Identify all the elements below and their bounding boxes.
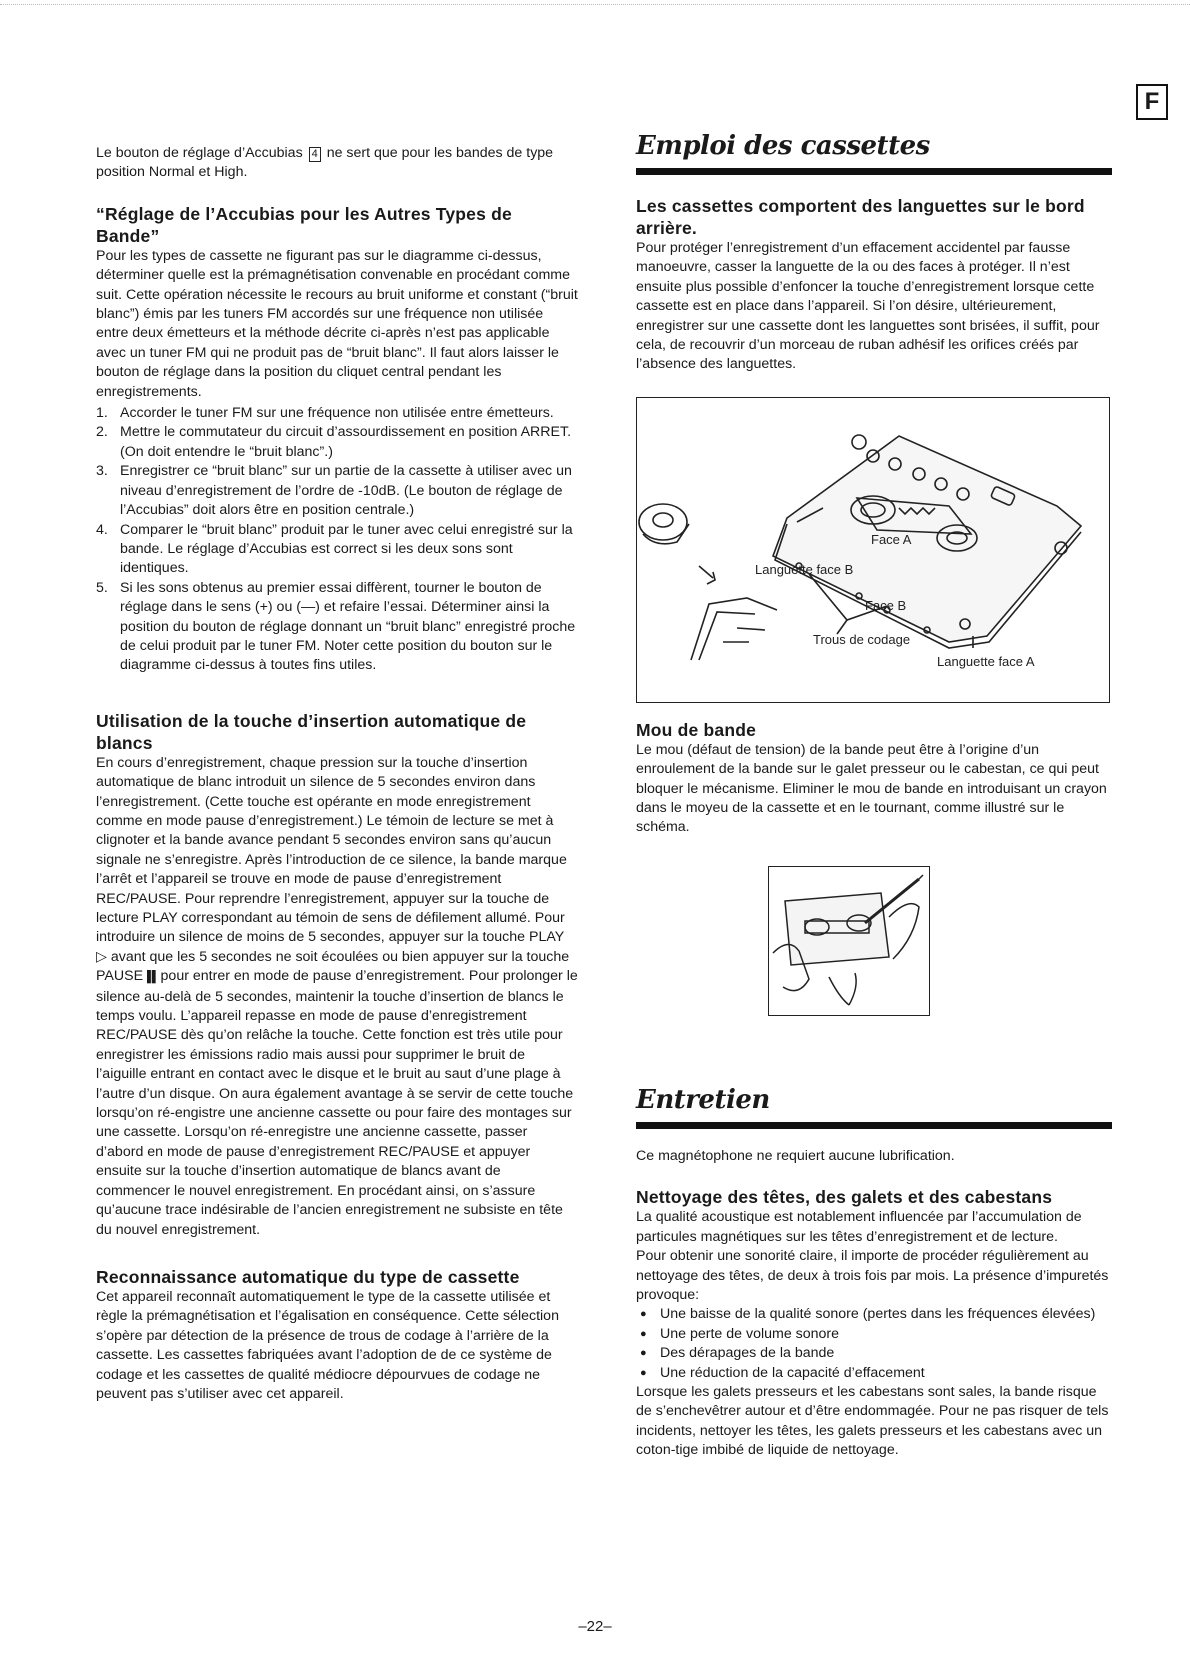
accubias-intro: Le bouton de réglage d’Accubias 4 ne sert que pour les bandes de type position Normal et High.: [96, 145, 554, 181]
language-badge: F: [1136, 84, 1168, 120]
section-rule: [636, 168, 1112, 175]
blank-insert-text: En cours d’enregistrement, chaque pression sur la touche d’insertion automatique de blanc introduit un silence de 5 secondes environ dans l’enregistrement. (Cette touche est opérante en mode enregistrement comme en mode pause d’enregistrement.) Le témoin de lecture se met à clignoter et la bande avance pendant 5 secondes environ sans qu’aucun signale ne s’enregistre. Après l’introduction de ce silence, la bande marque l’arrêt et l’appareil se trouve en mode de pause d’enregistrement REC/PAUSE. Pour reprendre l’enregistrement, appuyer sur la touche de lecture PLAY correspondant au témoin de sens de défilement allumé. Pour introduire un silence de moins de 5 secondes, appuyer sur la touche PLAY ▷ avant que les 5 secondes ne soit écoulées ou bien appuyer sur la touche PAUSE ▌▌ pour entrer en mode de pause d’enregistrement. Pour prolonger le silence au-delà de 5 secondes, maintenir la touche d’insertion de blancs le temps voulu. L’appareil repasse en mode de pause d’enregistrement REC/PAUSE dès qu’on relâche la touche. Cette fonction est très utile pour enregistrer les émissions radio mais aussi pour supprimer le bruit de l’aiguille entrant en contact avec le disque et le bruit au saut d’une plage à l’autre d’un disque. On aura également avantage à se servir de cette touche lorsqu’on ré-engistre une ancienne cassette ou pour faire des montages sur une cassette. Lorsqu’on ré-enregistre une ancienne cassette, passer d’abord en mode de pause d’enregistrement REC/PAUSE et appuyer ensuite sur la touche d’insertion automatique de blancs avant de commencer le nouvel enregistrement. En procédant ainsi, on s’assure qu’aucune trace indésirable de l’ancien enregistrement ne subsiste en tête du nouvel enregistrement.: [96, 754, 578, 1238]
accubias-heading: “Réglage de l’Accubias pour les Autres Types de Bande”: [96, 203, 512, 246]
label-languette-a: Languette face A: [937, 653, 1035, 669]
accubias-text: Pour les types de cassette ne figurant pas sur le diagramme ci-dessus, déterminer quelle est la prémagnétisation convenable en procédant comme suit. Cette opération nécessite le recours au bruit uniforme et constant (“bruit blanc”) émis par les tuners FM accordés sur une fréquence non utilisée entre deux émetteurs et la méthode décrite ci-après n’est pas applicable avec un tuner FM qui ne produit pas de “bruit blanc”. Il faut alors laisser le bouton de réglage dans la position du cliquet central pendant les enregistrements.: [96, 247, 578, 400]
languettes-heading: Les cassettes comportent des languettes sur le bord arrière.: [636, 196, 1085, 238]
left-column: [96, 144, 578, 1404]
mou-text: Le mou (défaut de tension) de la bande peut être à l’origine d’un enroulement de la bande sur le galet presseur ou le cabestan, ce qui peut bloquer le mécanisme. Eliminer le mou de bande en introduisant un crayon dans le moyeu de la cassette et en le tournant, comme illustré sur le schéma.: [636, 741, 1107, 836]
section-rule: [636, 1122, 1112, 1129]
pencil-figure: [768, 866, 930, 1016]
right-column: [636, 130, 1112, 1461]
label-face-a: Face A: [871, 531, 912, 547]
step-item: 3. Enregistrer ce “bruit blanc” sur un partie de la cassette à utiliser avec un niveau d’enregistrement de l’ordre de -10dB. (Le bouton de réglage de l’Accubias” doit alors être en position centrale.): [96, 463, 572, 519]
auto-type-heading: Reconnaissance automatique du type de cassette: [96, 1266, 520, 1287]
list-item: ● Des dérapages de la bande: [636, 1344, 1112, 1363]
cassette-tab-figure: [636, 397, 1110, 703]
cassette-diagram: [637, 398, 1109, 702]
nettoyage-text-c: Lorsque les galets presseurs et les cabestans sont sales, la bande risque de s’enchevêtrer autour et d’être endommagée. Pour ne pas risquer de tels incidents, nettoyer les têtes, les galets presseurs et les cabestans avec un coton-tige imbibé de liquide de nettoyage.: [636, 1383, 1109, 1459]
auto-type-text: Cet appareil reconnaît automatiquement le type de la cassette utilisée et règle la prémagnétisation et l’égalisation en conséquence. Cette sélection s’opère par détection de la présence de trous de codage à l’arrière de la cassette. Les cassettes fabriquées avant l’adoption de de ce système de codage et les cassettes de qualité médiocre dépourvues de codage ne peuvent pas s’utiliser avec cet appareil.: [96, 1288, 559, 1402]
emploi-title: Emploi des cassettes: [636, 131, 930, 161]
blank-insert-heading: Utilisation de la touche d’insertion automatique de blancs: [96, 710, 527, 753]
scan-edge-dots: [0, 4, 1190, 7]
pause-symbol: ▌▌: [147, 971, 157, 984]
impurities-list: [636, 1305, 1112, 1383]
step-item: 1. Accorder le tuner FM sur une fréquence non utilisée entre émetteurs.: [96, 405, 554, 422]
step-item: 4. Comparer le “bruit blanc” produit par le tuner avec celui enregistré sur la bande. Le réglage d’Accubias est correct si les deux sons sont identiques.: [96, 521, 573, 577]
nettoyage-heading: Nettoyage des têtes, des galets et des cabestans: [636, 1187, 1053, 1208]
list-item: ● Une baisse de la qualité sonore (pertes dans les fréquences élevées): [636, 1305, 1112, 1324]
label-face-b: Face B: [865, 597, 907, 613]
mou-heading: Mou de bande: [636, 719, 757, 740]
page-number: –22–: [578, 1618, 612, 1635]
step-item: 2. Mettre le commutateur du circuit d’assourdissement en position ARRET. (On doit entendre le “bruit blanc”.): [96, 424, 572, 460]
nettoyage-text-b: Pour obtenir une sonorité claire, il importe de procéder régulièrement au nettoyage des têtes, de deux à trois fois par mois. La présence d’impuretés provoque:: [636, 1248, 1109, 1303]
control-number-box: 4: [309, 147, 321, 162]
label-languette-b: Languette face B: [755, 561, 854, 577]
languettes-text: Pour protéger l’enregistrement d’un effacement accidentel par fausse manoeuvre, casser la languette de la ou des faces à protéger. Il n’est ensuite plus possible d’enfoncer la touche d’enregistrement lorsque cette cassette est en place dans l’appareil. Si l’on désire, ultérieurement, enregistrer sur une cassette dont les languettes sont brisées, il suffit, pour cela, de recouvrir d’un morceau de ruban adhésif les orifices créés par l’absence des languettes.: [636, 240, 1100, 373]
entretien-title: Entretien: [636, 1084, 770, 1115]
entretien-intro: Ce magnétophone ne requiert aucune lubrification.: [636, 1147, 955, 1164]
play-symbol: ▷: [96, 948, 107, 965]
accubias-steps: [96, 404, 578, 676]
pencil-winding-diagram: [769, 867, 929, 1015]
list-item: ● Une perte de volume sonore: [636, 1325, 1112, 1344]
nettoyage-text-a: La qualité acoustique est notablement influencée par l’accumulation de particules magnétiques sur les têtes d’enregistrement et de lecture.: [636, 1209, 1082, 1245]
step-item: 5. Si les sons obtenus au premier essai diffèrent, tourner le bouton de réglage dans le sens (+) ou (—) et refaire l’essai. Déterminer ainsi la position du bouton de réglage donnant un “bruit blanc” enregistré proche de celui produit par le tuner FM. Noter cette position du bouton sur le diagramme ci-dessus à toutes fins utiles.: [96, 579, 576, 674]
label-trous: Trous de codage: [813, 631, 911, 647]
list-item: ● Une réduction de la capacité d’effacement: [636, 1364, 1112, 1383]
